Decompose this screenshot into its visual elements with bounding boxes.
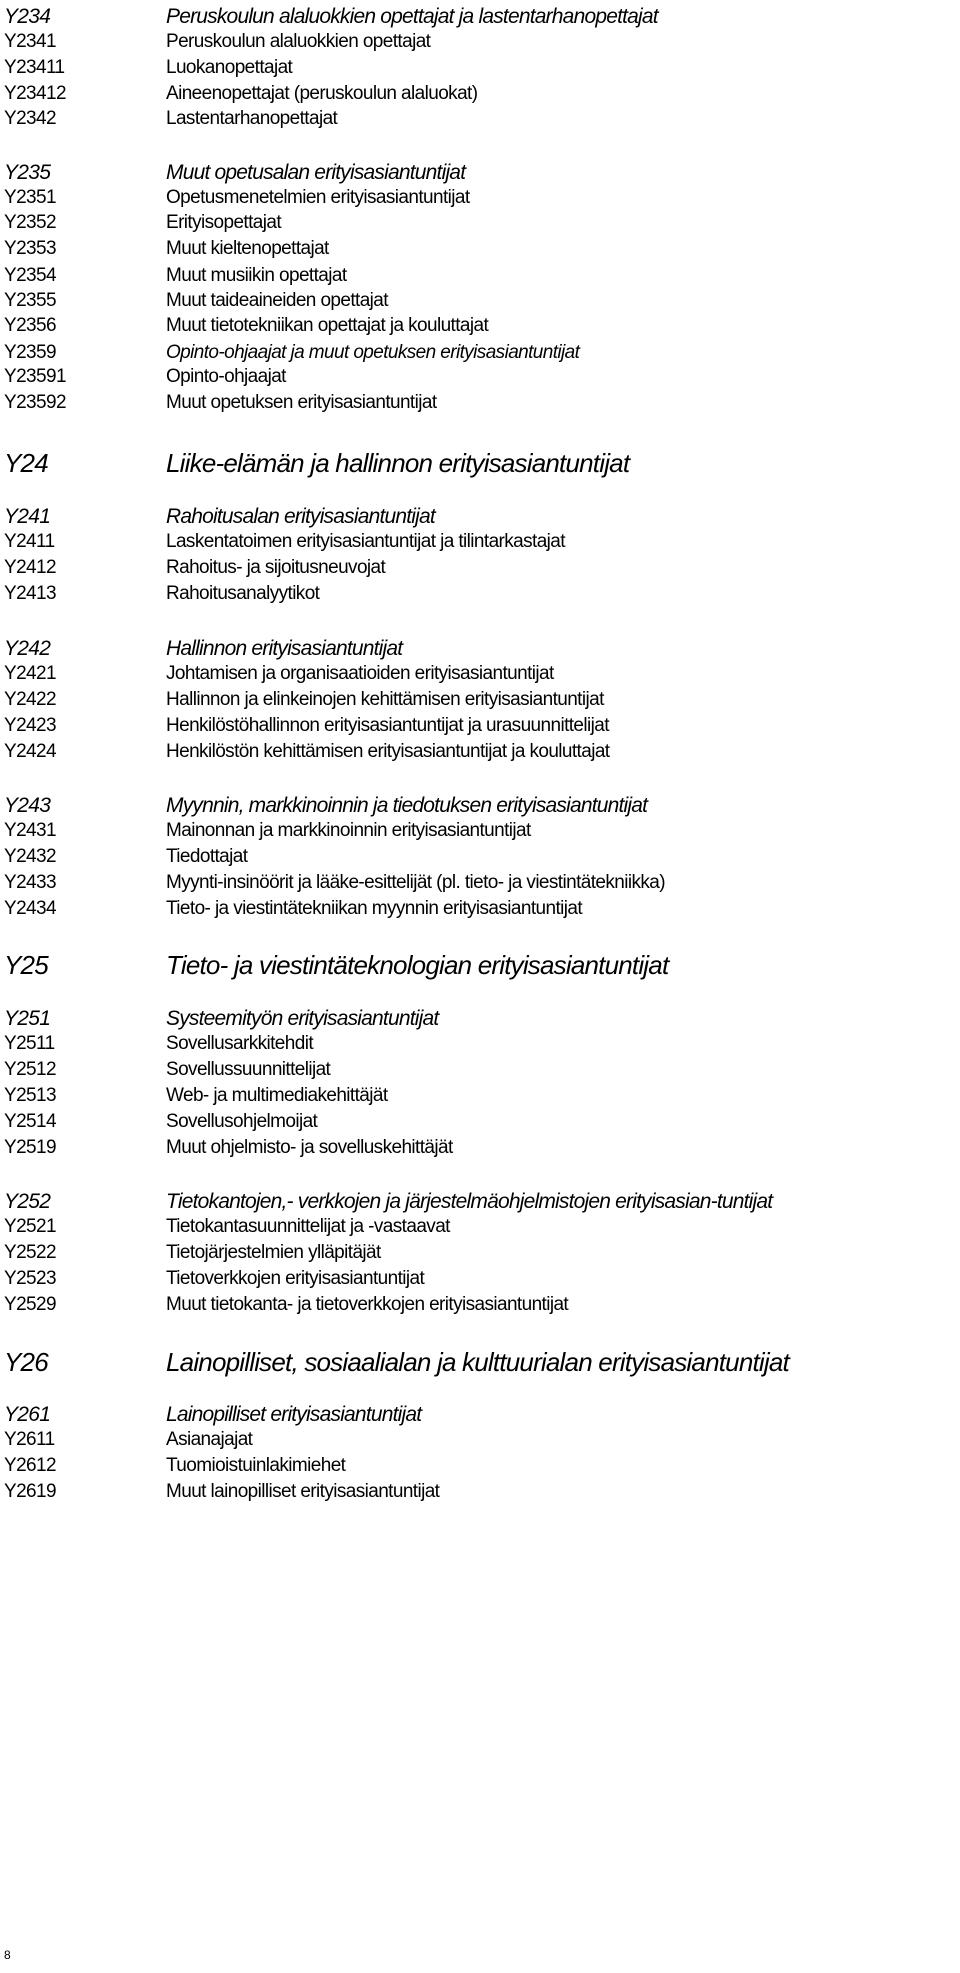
classification-row <box>0 1136 960 1160</box>
classification-row <box>0 1428 960 1452</box>
occupation-code: Y243 <box>4 794 51 817</box>
occupation-title: Tietokantojen,- verkkojen ja järjestelmäohjelmistojen erityisasian-tuntijat <box>166 1190 773 1213</box>
classification-row <box>0 237 960 261</box>
classification-row <box>0 264 960 288</box>
occupation-code: Y23592 <box>4 392 66 413</box>
classification-row <box>0 1032 960 1056</box>
classification-row <box>0 1293 960 1317</box>
classification-row <box>0 556 960 580</box>
occupation-code: Y2355 <box>4 290 56 311</box>
occupation-code: Y241 <box>4 505 51 528</box>
occupation-code: Y2354 <box>4 265 56 286</box>
occupation-title: Peruskoulun alaluokkien opettajat ja lastentarhanopettajat <box>166 5 658 28</box>
classification-row <box>0 1189 960 1215</box>
occupation-title: Peruskoulun alaluokkien opettajat <box>166 31 431 52</box>
occupation-code: Y2523 <box>4 1268 56 1289</box>
classification-row <box>0 341 960 365</box>
occupation-code: Y23591 <box>4 366 66 387</box>
classification-row <box>0 1084 960 1108</box>
classification-row <box>0 636 960 662</box>
occupation-title: Myynnin, markkinoinnin ja tiedotuksen erityisasiantuntijat <box>166 794 648 817</box>
occupation-title: Muut opetusalan erityisasiantuntijat <box>166 161 466 184</box>
occupation-code: Y2341 <box>4 31 56 52</box>
occupation-code: Y23412 <box>4 83 66 104</box>
occupation-code: Y2421 <box>4 663 56 684</box>
occupation-title: Lainopilliset erityisasiantuntijat <box>166 1403 422 1426</box>
classification-row <box>0 793 960 819</box>
classification-row <box>0 662 960 686</box>
classification-row <box>0 1454 960 1478</box>
occupation-code: Y2424 <box>4 741 56 762</box>
classification-row <box>0 897 960 921</box>
classification-row <box>0 949 960 981</box>
occupation-title: Hallinnon ja elinkeinojen kehittämisen erityisasiantuntijat <box>166 689 604 710</box>
occupation-code: Y2356 <box>4 315 56 336</box>
occupation-code: Y251 <box>4 1007 51 1030</box>
classification-row <box>0 1241 960 1265</box>
occupation-code: Y26 <box>4 1347 48 1377</box>
occupation-title: Asianajajat <box>166 1429 253 1450</box>
classification-row <box>0 1480 960 1504</box>
occupation-title: Laskentatoimen erityisasiantuntijat ja tilintarkastajat <box>166 531 565 552</box>
occupation-code: Y2513 <box>4 1085 56 1106</box>
occupation-title: Rahoitusalan erityisasiantuntijat <box>166 505 435 528</box>
classification-row <box>0 845 960 869</box>
occupation-code: Y2422 <box>4 689 56 710</box>
occupation-title: Lastentarhanopettajat <box>166 108 338 129</box>
occupation-title: Liike-elämän ja hallinnon erityisasiantuntijat <box>166 448 630 478</box>
occupation-code: Y2612 <box>4 1455 56 1476</box>
occupation-title: Muut tietotekniikan opettajat ja kouluttajat <box>166 315 489 336</box>
occupation-title: Web- ja multimediakehittäjät <box>166 1085 388 1106</box>
occupation-code: Y2423 <box>4 715 56 736</box>
occupation-title: Henkilöstön kehittämisen erityisasiantuntijat ja kouluttajat <box>166 741 610 762</box>
classification-row <box>0 211 960 235</box>
occupation-title: Tieto- ja viestintäteknologian erityisasiantuntijat <box>166 950 669 980</box>
occupation-code: Y2342 <box>4 108 56 129</box>
occupation-title: Muut ohjelmisto- ja sovelluskehittäjät <box>166 1137 453 1158</box>
classification-row <box>0 107 960 131</box>
occupation-title: Sovellusohjelmoijat <box>166 1111 318 1132</box>
classification-row <box>0 1006 960 1032</box>
classification-row <box>0 289 960 313</box>
occupation-title: Erityisopettajat <box>166 212 282 233</box>
occupation-title: Tietoverkkojen erityisasiantuntijat <box>166 1268 425 1289</box>
occupation-code: Y2359 <box>4 342 56 363</box>
classification-row <box>0 186 960 210</box>
classification-row <box>0 82 960 106</box>
occupation-title: Opinto-ohjaajat <box>166 366 286 387</box>
occupation-code: Y23411 <box>4 57 65 78</box>
occupation-title: Hallinnon erityisasiantuntijat <box>166 637 403 660</box>
occupation-code: Y2522 <box>4 1242 56 1263</box>
classification-row <box>0 1346 960 1378</box>
occupation-code: Y2521 <box>4 1216 56 1237</box>
occupation-title: Myynti-insinöörit ja lääke-esittelijät (pl. tieto- ja viestintätekniikka) <box>166 872 665 893</box>
occupation-title: Muut musiikin opettajat <box>166 265 347 286</box>
occupation-code: Y2411 <box>4 531 55 552</box>
classification-row <box>0 819 960 843</box>
occupation-title: Muut lainopilliset erityisasiantuntijat <box>166 1481 440 1502</box>
occupation-title: Tietojärjestelmien ylläpitäjät <box>166 1242 381 1263</box>
classification-row <box>0 447 960 479</box>
occupation-title: Tuomioistuinlakimiehet <box>166 1455 346 1476</box>
occupation-code: Y252 <box>4 1190 51 1213</box>
occupation-code: Y2431 <box>4 820 56 841</box>
occupation-title: Muut tietokanta- ja tietoverkkojen erityisasiantuntijat <box>166 1294 569 1315</box>
classification-row <box>0 582 960 606</box>
occupation-title: Rahoitus- ja sijoitusneuvojat <box>166 557 386 578</box>
page-number: 8 <box>4 1948 11 1962</box>
occupation-code: Y2351 <box>4 187 56 208</box>
occupation-code: Y2434 <box>4 898 56 919</box>
classification-row <box>0 4 960 30</box>
occupation-code: Y2529 <box>4 1294 56 1315</box>
classification-row <box>0 740 960 764</box>
classification-row <box>0 30 960 54</box>
occupation-title: Systeemityön erityisasiantuntijat <box>166 1007 439 1030</box>
classification-row <box>0 714 960 738</box>
occupation-code: Y2353 <box>4 238 56 259</box>
classification-row <box>0 688 960 712</box>
occupation-title: Sovellusarkkitehdit <box>166 1033 314 1054</box>
occupation-title: Muut opetuksen erityisasiantuntijat <box>166 392 437 413</box>
classification-row <box>0 365 960 389</box>
classification-row <box>0 1215 960 1239</box>
classification-row <box>0 504 960 530</box>
classification-row <box>0 56 960 80</box>
occupation-code: Y25 <box>4 950 48 980</box>
occupation-title: Lainopilliset, sosiaalialan ja kulttuurialan erityisasiantuntijat <box>166 1347 789 1377</box>
occupation-title: Tietokantasuunnittelijat ja -vastaavat <box>166 1216 450 1237</box>
occupation-title: Rahoitusanalyytikot <box>166 583 320 604</box>
classification-row <box>0 1402 960 1428</box>
classification-row <box>0 314 960 338</box>
classification-row <box>0 530 960 554</box>
occupation-title: Tiedottajat <box>166 846 248 867</box>
occupation-title: Mainonnan ja markkinoinnin erityisasiantuntijat <box>166 820 531 841</box>
classification-row <box>0 1058 960 1082</box>
classification-row <box>0 160 960 186</box>
occupation-code: Y2611 <box>4 1429 55 1450</box>
occupation-code: Y2352 <box>4 212 56 233</box>
occupation-code: Y234 <box>4 5 51 28</box>
occupation-title: Muut kieltenopettajat <box>166 238 329 259</box>
occupation-code: Y2514 <box>4 1111 56 1132</box>
occupation-code: Y235 <box>4 161 51 184</box>
occupation-code: Y2619 <box>4 1481 56 1502</box>
occupation-title: Sovellussuunnittelijat <box>166 1059 331 1080</box>
classification-row <box>0 1110 960 1134</box>
classification-row <box>0 1267 960 1291</box>
occupation-code: Y2519 <box>4 1137 56 1158</box>
occupation-code: Y2512 <box>4 1059 56 1080</box>
occupation-title: Tieto- ja viestintätekniikan myynnin erityisasiantuntijat <box>166 898 583 919</box>
occupation-title: Opinto-ohjaajat ja muut opetuksen erityisasiantuntijat <box>166 342 580 363</box>
occupation-code: Y2511 <box>4 1033 55 1054</box>
occupation-code: Y24 <box>4 448 48 478</box>
classification-row <box>0 871 960 895</box>
occupation-code: Y2413 <box>4 583 56 604</box>
occupation-title: Opetusmenetelmien erityisasiantuntijat <box>166 187 470 208</box>
occupation-code: Y2433 <box>4 872 56 893</box>
occupation-code: Y2432 <box>4 846 56 867</box>
occupation-title: Johtamisen ja organisaatioiden erityisasiantuntijat <box>166 663 554 684</box>
occupation-title: Muut taideaineiden opettajat <box>166 290 388 311</box>
classification-row <box>0 391 960 415</box>
occupation-title: Aineenopettajat (peruskoulun alaluokat) <box>166 83 478 104</box>
occupation-code: Y242 <box>4 637 51 660</box>
occupation-title: Luokanopettajat <box>166 57 293 78</box>
occupation-code: Y2412 <box>4 557 56 578</box>
occupation-code: Y261 <box>4 1403 51 1426</box>
occupation-title: Henkilöstöhallinnon erityisasiantuntijat ja urasuunnittelijat <box>166 715 609 736</box>
